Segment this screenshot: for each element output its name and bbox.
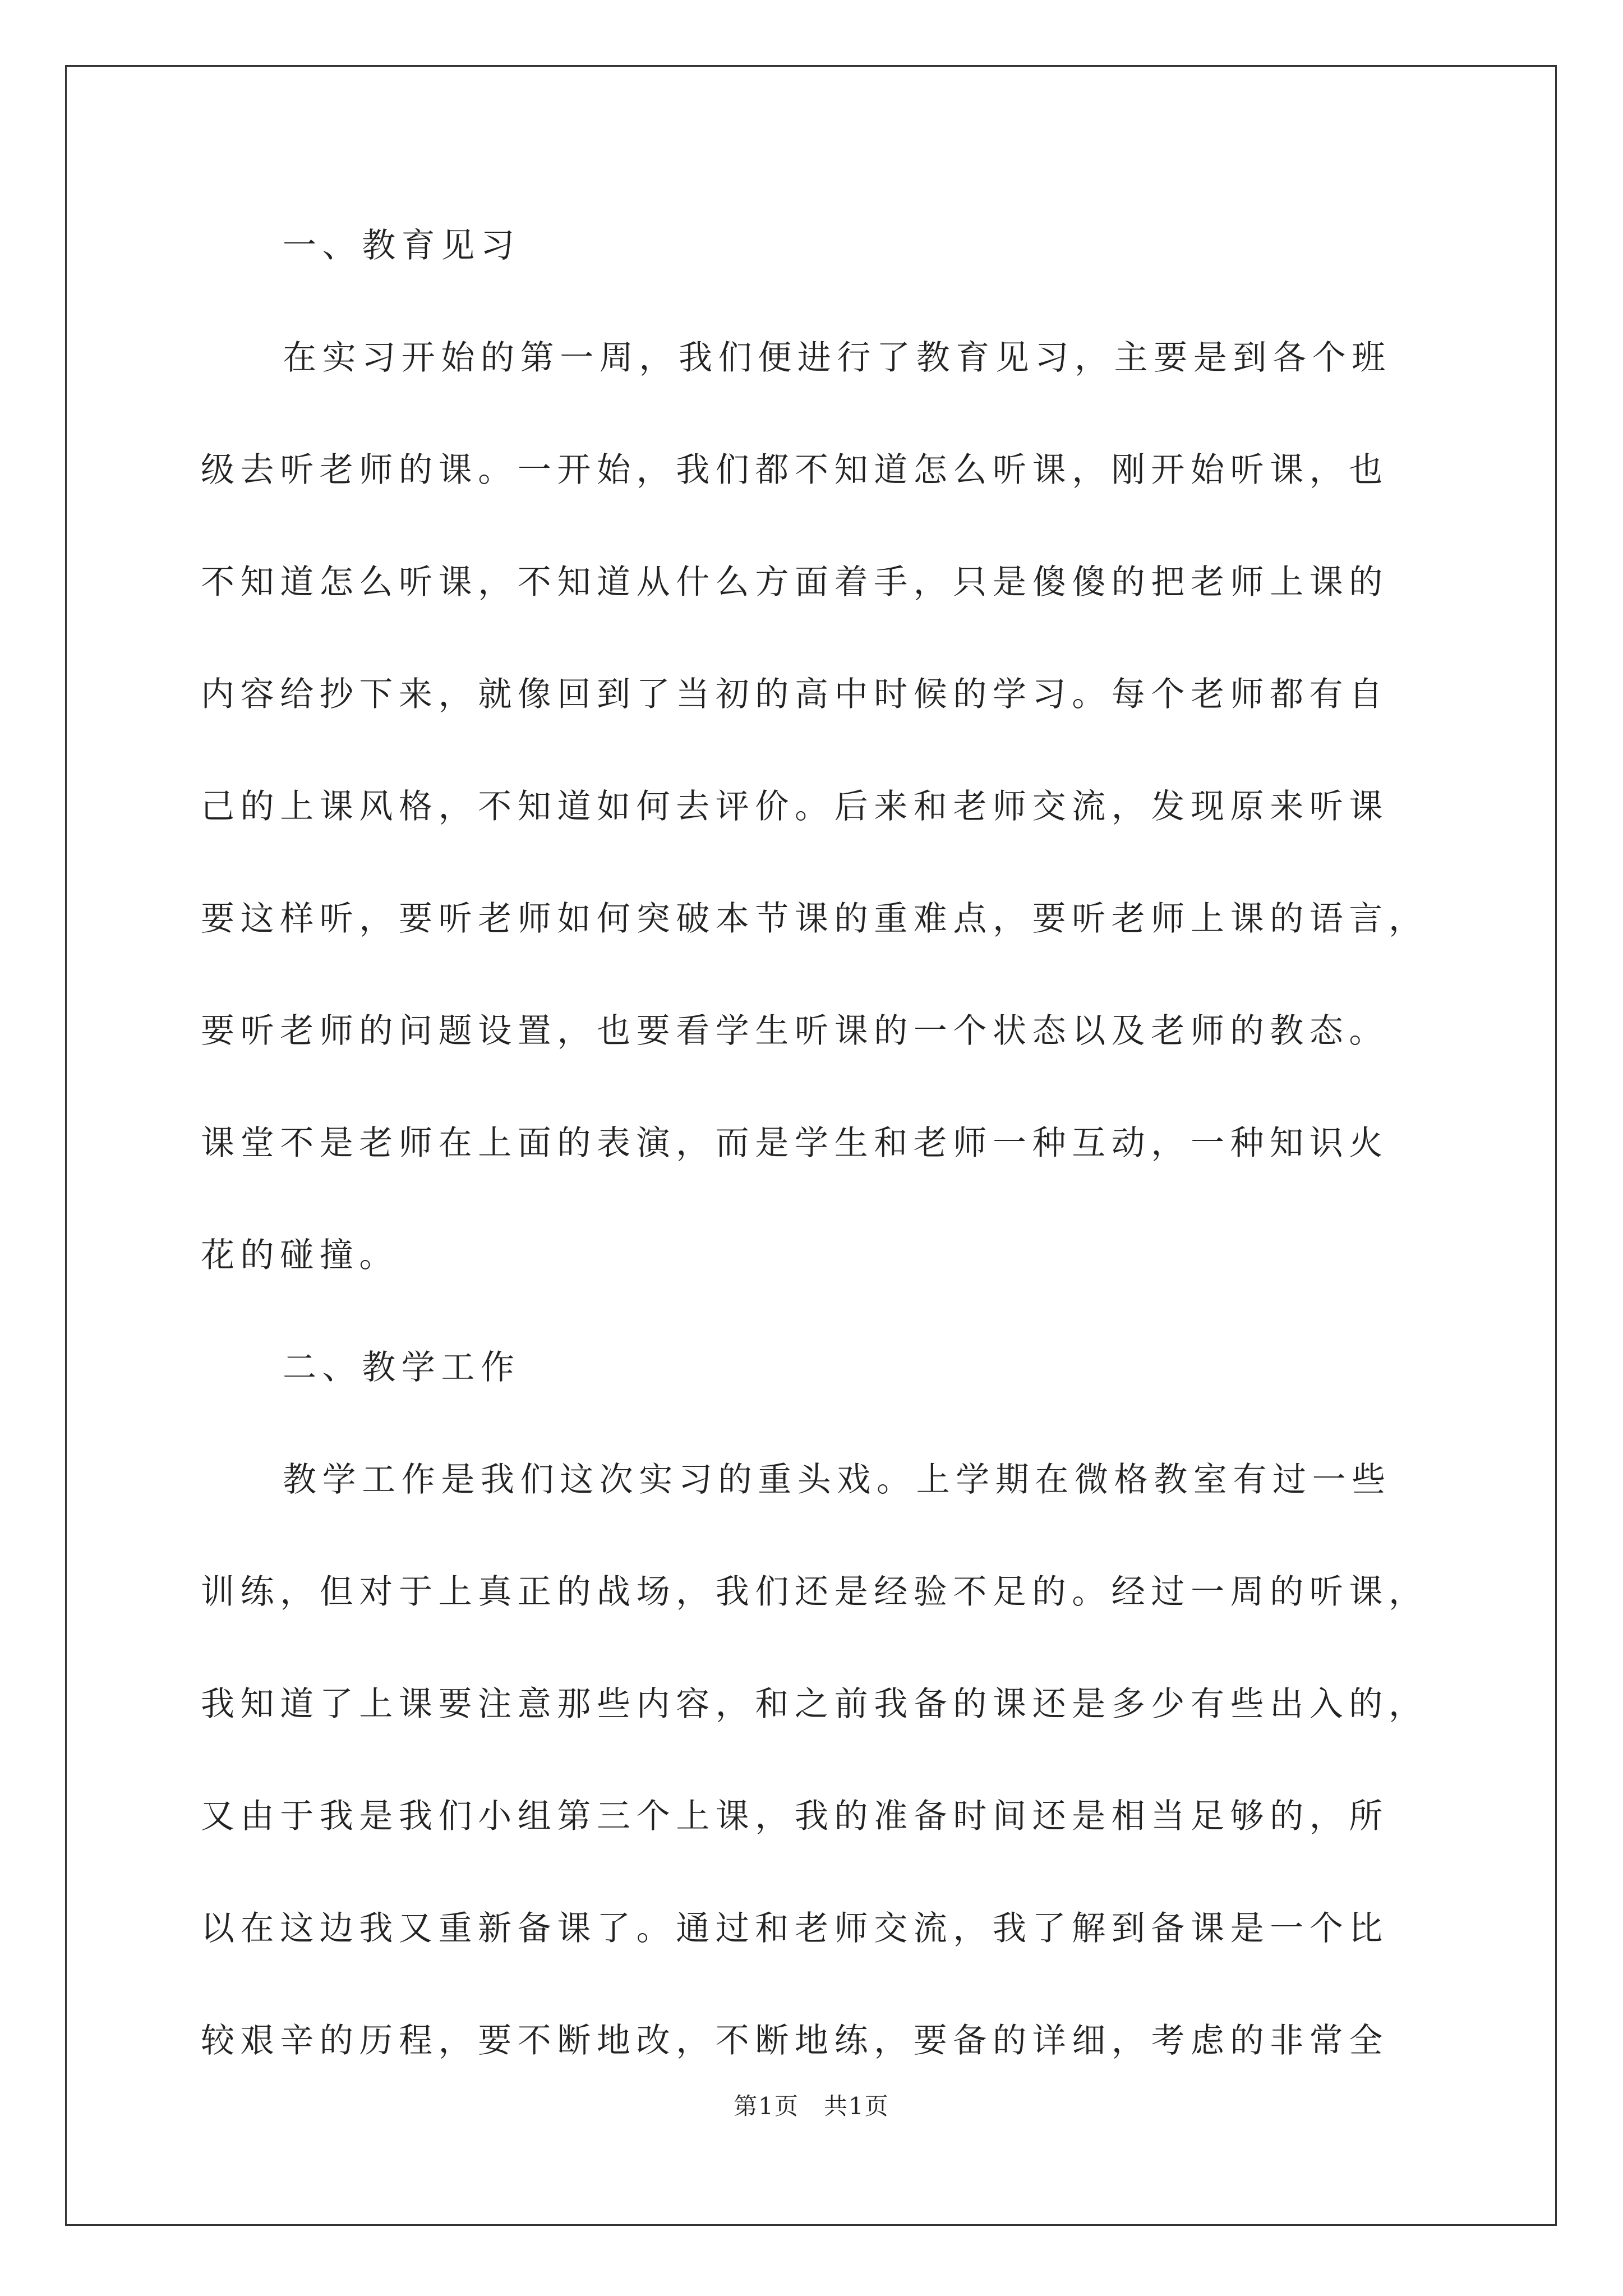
paragraph-line: 己的上课风格，不知道如何去评价。后来和老师交流，发现原来听课 bbox=[201, 787, 1389, 826]
paragraph-line: 课堂不是老师在上面的表演，而是学生和老师一种互动，一种知识火 bbox=[201, 1124, 1389, 1163]
page-number-footer: 第1页 共1页 bbox=[734, 2092, 889, 2120]
paragraph-line: 教学工作是我们这次实习的重头戏。上学期在微格教室有过一些 bbox=[283, 1460, 1391, 1499]
paragraph-line: 要听老师的问题设置，也要看学生听课的一个状态以及老师的教态。 bbox=[201, 1011, 1389, 1051]
paragraph-line: 要这样听，要听老师如何突破本节课的重难点，要听老师上课的语言， bbox=[201, 899, 1428, 938]
section-heading-2: 二、教学工作 bbox=[283, 1348, 520, 1387]
section-heading-1: 一、教育见习 bbox=[283, 226, 520, 265]
paragraph-line: 不知道怎么听课，不知道从什么方面着手，只是傻傻的把老师上课的 bbox=[201, 563, 1389, 602]
paragraph-line: 训练，但对于上真正的战场，我们还是经验不足的。经过一周的听课， bbox=[201, 1572, 1428, 1612]
paragraph-line: 级去听老师的课。一开始，我们都不知道怎么听课，刚开始听课，也 bbox=[201, 450, 1389, 490]
paragraph-line: 花的碰撞。 bbox=[201, 1236, 399, 1275]
paragraph-line: 内容给抄下来，就像回到了当初的高中时候的学习。每个老师都有自 bbox=[201, 675, 1389, 714]
paragraph-line: 又由于我是我们小组第三个上课，我的准备时间还是相当足够的，所 bbox=[201, 1797, 1389, 1836]
paragraph-line: 在实习开始的第一周，我们便进行了教育见习，主要是到各个班 bbox=[283, 338, 1391, 378]
paragraph-line: 以在这边我又重新备课了。通过和老师交流，我了解到备课是一个比 bbox=[201, 1909, 1389, 1948]
paragraph-line: 我知道了上课要注意那些内容，和之前我备的课还是多少有些出入的， bbox=[201, 1685, 1428, 1724]
paragraph-line: 较艰辛的历程，要不断地改，不断地练，要备的详细，考虑的非常全 bbox=[201, 2021, 1389, 2060]
